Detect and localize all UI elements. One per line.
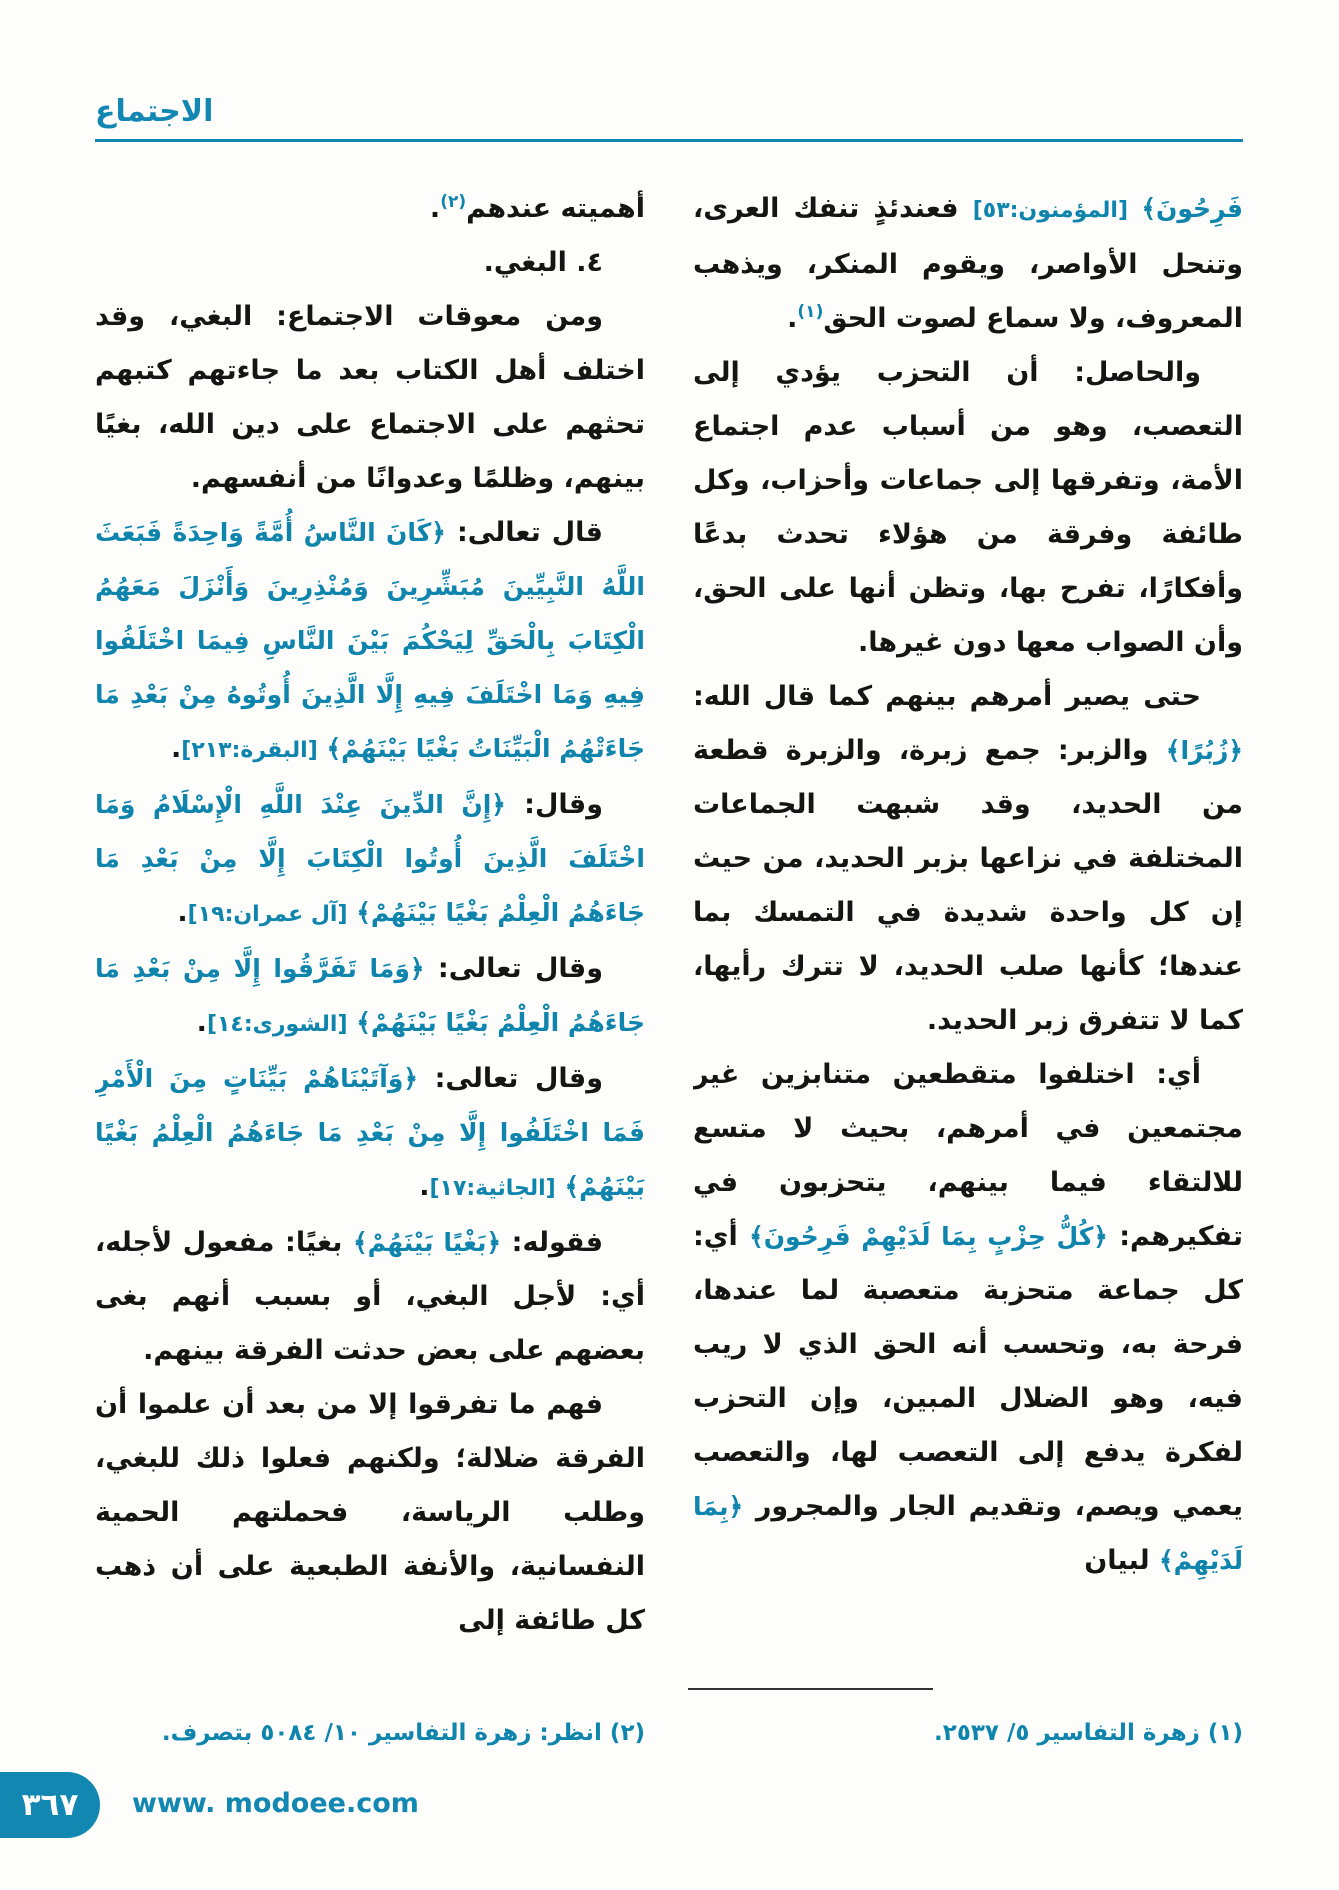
paragraph — [95, 182, 645, 236]
quran-verse: ﴿كَانَ النَّاسُ أُمَّةً وَاحِدَةً فَبَعَثَ اللَّهُ النَّبِيِّينَ مُبَشِّرِينَ وَمُنْذِرِينَ وَأَنْزَلَ مَعَهُمُ الْكِتَابَ بِالْحَقِّ لِيَحْكُمَ بَيْنَ النَّاسِ فِيمَا اخْتَلَفُوا فِيهِ وَمَا اخْتَلَفَ فِيهِ إِلَّا الَّذِينَ أُوتُوهُ مِنْ بَعْدِ مَا جَاءَتْهُمُ الْبَيِّنَاتُ بَغْيًا بَيْنَهُمْ﴾ — [95, 518, 645, 763]
body-text: ٤. البغي. — [483, 247, 603, 278]
body-text: . — [429, 193, 441, 224]
body-text: فقوله: — [501, 1227, 604, 1258]
quran-verse: ﴿زُبُرًا﴾ — [1165, 736, 1243, 765]
body-text: والحاصل: أن التحزب يؤدي إلى التعصب، وهو من أسباب عدم اجتماع الأمة، وتفرقها إلى جماعات وأحزاب، وكل طائفة وفرقة من هؤلاء تحدث بدعًا وأفكارًا، تفرح بها، وتظن أنها على الحق، وأن الصواب معها دون غيرها. — [693, 357, 1243, 658]
body-text: أي: كل جماعة متحزبة متعصبة لما عندها، فرحة به، وتحسب أنه الحق الذي لا ريب فيه، وهو الضلال المبين، وإن التحزب لفكرة يدفع إلى التعصب لها، والتعصب يعمي ويصم، وتقديم الجار والمجرور — [693, 1221, 1243, 1522]
footnote-ref[interactable]: (١) — [797, 302, 824, 322]
quran-verse: ﴿وَآتَيْنَاهُمْ بَيِّنَاتٍ مِنَ الْأَمْرِ فَمَا اخْتَلَفُوا إِلَّا مِنْ بَعْدِ مَا جَاءَهُمُ الْعِلْمُ بَغْيًا بَيْنَهُمْ﴾ — [95, 1064, 645, 1201]
body-text: فعندئذٍ تنفك العرى، وتنحل الأواصر، ويقوم المنكر، ويذهب المعروف، ولا سماع لصوت الحق — [693, 193, 1243, 334]
verse-citation: [الجاثية:١٧] — [429, 1176, 556, 1201]
body-text: فهم ما تفرقوا إلا من بعد أن علموا أن الفرقة ضلالة؛ ولكنهم فعلوا ذلك للبغي، وطلب الرياسة، فحملتهم الحمية النفسانية، والأنفة الطبعية على أن ذهب كل طائفة إلى — [95, 1389, 645, 1636]
body-text: . — [177, 897, 188, 928]
body-text: والزبر: جمع زبرة، والزبرة قطعة من الحديد، وقد شبهت الجماعات المختلفة في نزاعها بزبر الحديد، من حيث إن كل واحدة شديدة في التمسك بما عندها؛ كأنها صلب الحديد، لا تترك رأيها، كما لا تتفرق زبر الحديد. — [693, 735, 1243, 1036]
footnote-separator-rule — [688, 1688, 933, 1690]
paragraph — [95, 1052, 645, 1216]
body-text: . — [787, 303, 798, 334]
quran-verse: ﴿إِنَّ الدِّينَ عِنْدَ اللَّهِ الْإِسْلَامُ وَمَا اخْتَلَفَ الَّذِينَ أُوتُوا الْكِتَابَ إِلَّا مِنْ بَعْدِ مَا جَاءَهُمُ الْعِلْمُ بَغْيًا بَيْنَهُمْ﴾ — [95, 790, 645, 927]
quran-verse: ﴿بَغْيًا بَيْنَهُمْ﴾ — [352, 1228, 502, 1257]
body-text: لبيان — [1084, 1545, 1160, 1576]
paragraph — [95, 506, 645, 778]
body-text: حتى يصير أمرهم بينهم كما قال الله: — [693, 681, 1201, 712]
quran-verse: ﴿بِمَا لَدَيْهِمْ﴾ — [693, 1492, 1243, 1575]
verse-citation: [آل عمران:١٩] — [187, 902, 348, 927]
paragraph — [95, 1378, 645, 1648]
page-number: ٣٦٧ — [21, 1787, 79, 1823]
verse-citation: [الشورى:١٤] — [206, 1012, 348, 1037]
quran-verse: ﴿وَمَا تَفَرَّقُوا إِلَّا مِنْ بَعْدِ مَا جَاءَهُمُ الْعِلْمُ بَغْيًا بَيْنَهُمْ﴾ — [95, 954, 645, 1037]
footnote-ref[interactable]: (٢) — [440, 192, 467, 212]
body-text: أي: اختلفوا متقطعين متنابزين غير مجتمعين في أمرهم، بحيث لا متسع للالتقاء فيما بينهم، يتحزبون في تفكيرهم: — [693, 1059, 1243, 1252]
body-text: . — [196, 1007, 207, 1038]
header-rule — [95, 139, 1243, 142]
footnote-2: (٢) انظر: زهرة التفاسير ١٠/ ٥٠٨٤ بتصرف. — [161, 1720, 645, 1746]
footnote-row — [95, 1688, 1243, 1750]
page-content — [95, 182, 1243, 1674]
paragraph — [693, 670, 1243, 1048]
paragraph — [693, 182, 1243, 346]
body-text: قال تعالى: — [445, 517, 603, 548]
page-header — [95, 92, 1243, 142]
body-text: وقال تعالى: — [424, 953, 603, 984]
body-text: . — [419, 1171, 430, 1202]
body-text: . — [170, 733, 182, 764]
right-column — [693, 182, 1243, 1674]
section-heading — [95, 236, 645, 290]
body-text: بغيًا: مفعول لأجله، أي: لأجل البغي، أو بسبب أنهم بغى بعضهم على بعض حدثت الفرقة بينهم. — [95, 1227, 645, 1366]
paragraph — [95, 290, 645, 506]
quran-verse: ﴿كُلُّ حِزْبٍ بِمَا لَدَيْهِمْ فَرِحُونَ﴾ — [749, 1222, 1108, 1251]
body-text: وقال: — [505, 789, 603, 820]
verse-citation: [البقرة:٢١٣] — [181, 738, 318, 763]
body-text: وقال تعالى: — [418, 1063, 603, 1094]
footnote-1: (١) زهرة التفاسير ٥/ ٢٥٣٧. — [934, 1720, 1243, 1746]
paragraph — [95, 778, 645, 942]
quran-verse: فَرِحُونَ﴾ — [1128, 194, 1243, 223]
footnotes-section — [95, 1688, 1243, 1750]
paragraph — [693, 346, 1243, 670]
website-link[interactable]: www. modoee.com — [132, 1788, 419, 1819]
paragraph — [95, 942, 645, 1052]
paragraph — [95, 1216, 645, 1378]
body-text: أهميته عندهم — [466, 193, 645, 224]
chapter-title: الاجتماع — [95, 94, 214, 129]
paragraph — [693, 1048, 1243, 1588]
page-number-tab — [0, 1772, 100, 1838]
left-column — [95, 182, 645, 1674]
body-text: ومن معوقات الاجتماع: البغي، وقد اختلف أهل الكتاب بعد ما جاءتهم كتبهم تحثهم على الاجتماع على دين الله، بغيًا بينهم، وظلمًا وعدوانًا من أنفسهم. — [95, 301, 645, 494]
verse-citation: [المؤمنون:٥٣] — [972, 198, 1128, 223]
